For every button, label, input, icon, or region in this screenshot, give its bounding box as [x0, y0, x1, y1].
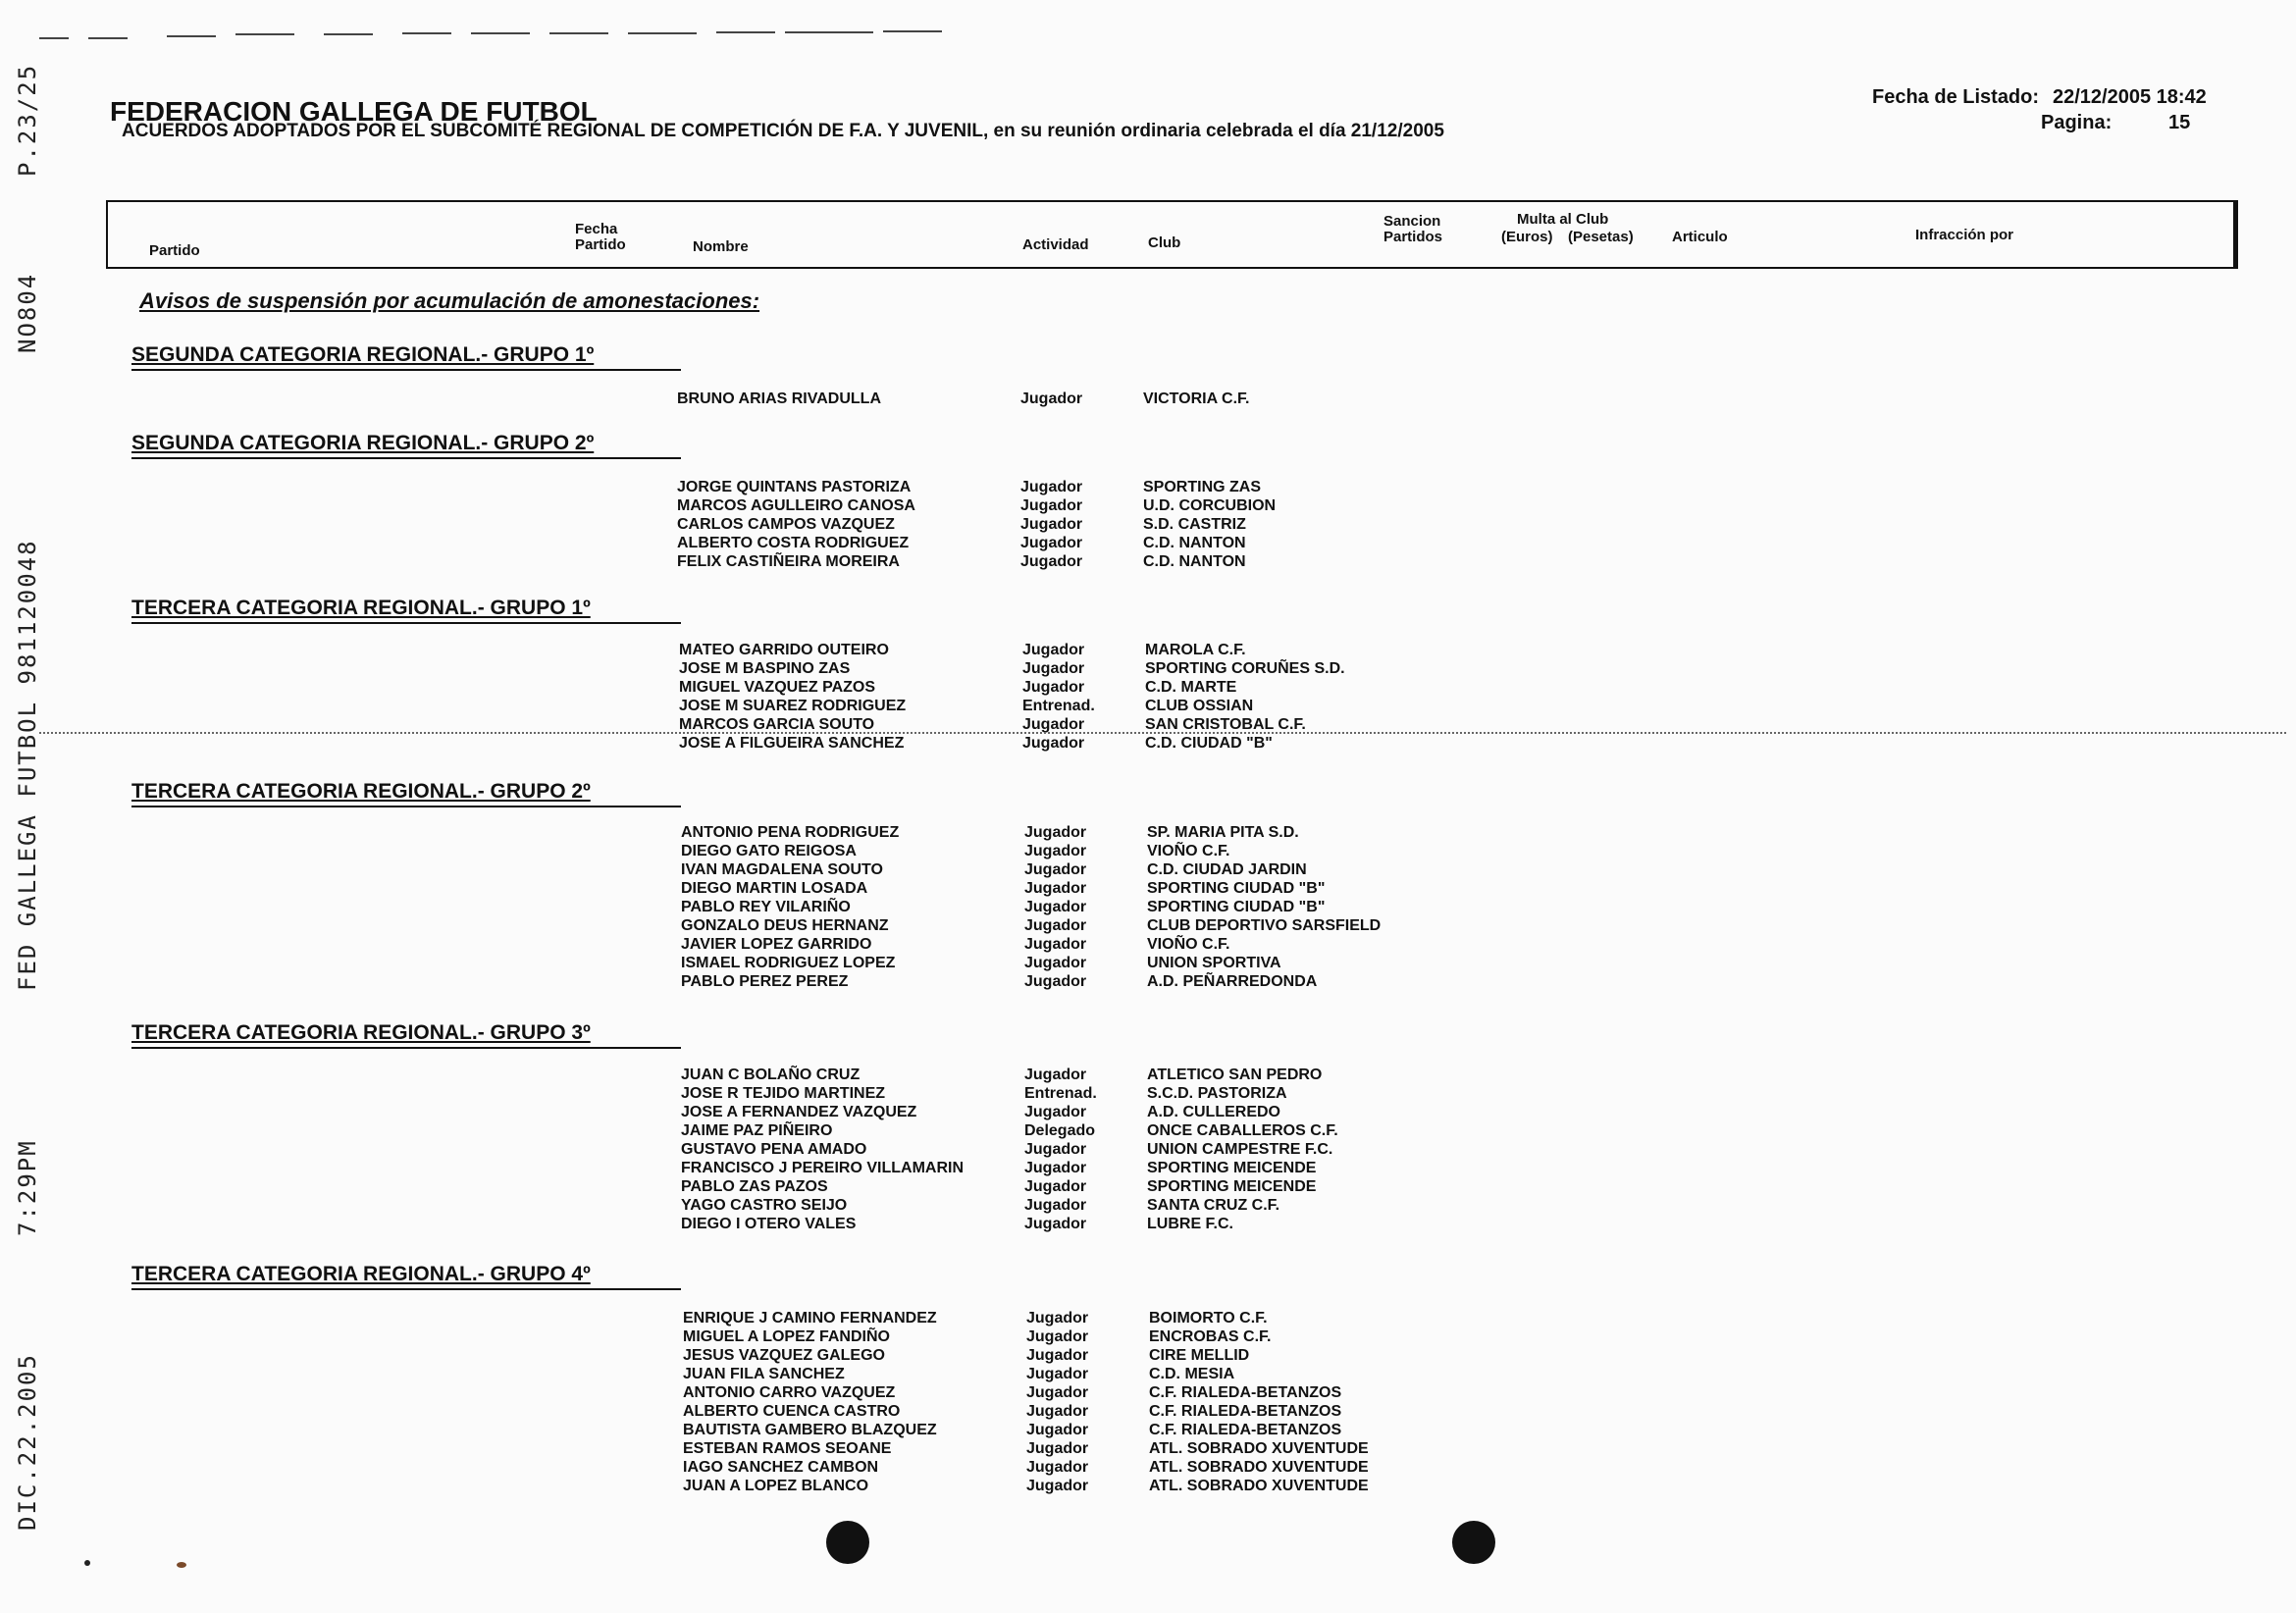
player-name: JORGE QUINTANS PASTORIZA	[677, 479, 912, 495]
scan-speck	[84, 1560, 90, 1566]
group-title-text: TERCERA CATEGORIA REGIONAL.- GRUPO 2º	[131, 780, 591, 803]
club-name: C.D. CIUDAD JARDIN	[1147, 861, 1307, 878]
player-name: JOSE A FILGUEIRA SANCHEZ	[679, 735, 905, 752]
club-name: CIRE MELLID	[1149, 1347, 1250, 1364]
activity: Jugador	[1024, 1178, 1087, 1195]
player-name: BRUNO ARIAS RIVADULLA	[677, 390, 881, 407]
player-name: JOSE R TEJIDO MARTINEZ	[681, 1085, 886, 1102]
club-name: CLUB DEPORTIVO SARSFIELD	[1147, 917, 1382, 934]
activity: Jugador	[1022, 679, 1085, 696]
activity: Entrenad.	[1022, 698, 1095, 714]
club-name: ATL. SOBRADO XUVENTUDE	[1149, 1440, 1369, 1457]
club-name: BOIMORTO C.F.	[1149, 1310, 1268, 1327]
club-name: UNION SPORTIVA	[1147, 955, 1281, 971]
club-name: SPORTING ZAS	[1143, 479, 1262, 495]
activity: Jugador	[1024, 824, 1087, 841]
activity: Jugador	[1020, 497, 1083, 514]
col-infraccion: Infracción por	[1915, 227, 2014, 243]
club-name: VIOÑO C.F.	[1147, 936, 1230, 953]
activity: Jugador	[1026, 1459, 1089, 1476]
player-name: ANTONIO CARRO VAZQUEZ	[683, 1384, 896, 1401]
activity: Delegado	[1024, 1122, 1096, 1139]
group-title	[131, 1021, 681, 1049]
club-name: MAROLA C.F.	[1145, 642, 1246, 658]
player-name: BAUTISTA GAMBERO BLAZQUEZ	[683, 1422, 937, 1438]
activity: Jugador	[1024, 1197, 1087, 1214]
player-name: MARCOS AGULLEIRO CANOSA	[677, 497, 915, 514]
group-title	[131, 597, 681, 624]
player-name: MARCOS GARCIA SOUTO	[679, 716, 875, 733]
player-name: PABLO PEREZ PEREZ	[681, 973, 849, 990]
player-name: JOSE M BASPINO ZAS	[679, 660, 851, 677]
activity: Jugador	[1024, 861, 1087, 878]
club-name: ATL. SOBRADO XUVENTUDE	[1149, 1459, 1369, 1476]
listing-date-value: 22/12/2005 18:42	[2053, 86, 2207, 108]
player-name: FRANCISCO J PEREIRO VILLAMARIN	[681, 1160, 965, 1176]
player-name: DIEGO I OTERO VALES	[681, 1216, 857, 1232]
activity: Jugador	[1024, 973, 1087, 990]
activity: Jugador	[1024, 917, 1087, 934]
group-title	[131, 343, 681, 371]
activity: Jugador	[1026, 1347, 1089, 1364]
page-label: Pagina:	[2041, 112, 2113, 133]
group-title	[131, 432, 681, 459]
player-name: YAGO CASTRO SEIJO	[681, 1197, 848, 1214]
club-name: ATL. SOBRADO XUVENTUDE	[1149, 1478, 1369, 1494]
fax-page: P.23/25	[14, 63, 41, 177]
club-name: SPORTING CIUDAD "B"	[1147, 880, 1326, 897]
column-header-box	[106, 200, 2238, 269]
scan-speck	[177, 1562, 186, 1568]
player-name: JUAN FILA SANCHEZ	[683, 1366, 845, 1382]
player-name: ISMAEL RODRIGUEZ LOPEZ	[681, 955, 896, 971]
club-name: VIOÑO C.F.	[1147, 843, 1230, 859]
player-name: FELIX CASTIÑEIRA MOREIRA	[677, 553, 900, 570]
activity: Jugador	[1022, 716, 1085, 733]
club-name: SPORTING CIUDAD "B"	[1147, 899, 1326, 915]
club-name: C.D. NANTON	[1143, 553, 1246, 570]
group-title-text: TERCERA CATEGORIA REGIONAL.- GRUPO 1º	[131, 597, 591, 619]
club-name: SP. MARIA PITA S.D.	[1147, 824, 1299, 841]
club-name: C.F. RIALEDA-BETANZOS	[1149, 1384, 1342, 1401]
player-name: JOSE A FERNANDEZ VAZQUEZ	[681, 1104, 917, 1120]
group-title-text: TERCERA CATEGORIA REGIONAL.- GRUPO 3º	[131, 1021, 591, 1044]
group-title	[131, 780, 681, 807]
club-name: CLUB OSSIAN	[1145, 698, 1254, 714]
club-name: SPORTING MEICENDE	[1147, 1160, 1317, 1176]
group-title-text: TERCERA CATEGORIA REGIONAL.- GRUPO 4º	[131, 1263, 591, 1285]
fax-time: 7:29PM	[14, 1139, 41, 1236]
club-name: C.F. RIALEDA-BETANZOS	[1149, 1422, 1342, 1438]
listing-date-label: Fecha de Listado:	[1872, 86, 2040, 108]
player-name: JAVIER LOPEZ GARRIDO	[681, 936, 872, 953]
club-name: C.D. NANTON	[1143, 535, 1246, 551]
activity: Jugador	[1026, 1310, 1089, 1327]
activity: Jugador	[1024, 955, 1087, 971]
page-number: 15	[2168, 112, 2191, 133]
player-name: ALBERTO COSTA RODRIGUEZ	[677, 535, 910, 551]
document-subtitle: ACUERDOS ADOPTADOS POR EL SUBCOMITÉ REGIONAL DE COMPETICIÓN DE F.A. Y JUVENIL, en su reunión ordinaria celebrada el día 21/12/2005	[122, 121, 1444, 141]
player-name: ENRIQUE J CAMINO FERNANDEZ	[683, 1310, 937, 1327]
activity: Jugador	[1022, 735, 1085, 752]
col-partido: Partido	[149, 242, 200, 259]
col-actividad: Actividad	[1022, 236, 1089, 253]
club-name: C.D. CIUDAD "B"	[1145, 735, 1273, 752]
club-name: SPORTING MEICENDE	[1147, 1178, 1317, 1195]
col-pesetas: (Pesetas)	[1568, 229, 1634, 245]
player-name: IAGO SANCHEZ CAMBON	[683, 1459, 879, 1476]
player-name: DIEGO GATO REIGOSA	[681, 843, 857, 859]
activity: Jugador	[1024, 1067, 1087, 1083]
club-name: UNION CAMPESTRE F.C.	[1147, 1141, 1333, 1158]
activity: Jugador	[1024, 1141, 1087, 1158]
club-name: SAN CRISTOBAL C.F.	[1145, 716, 1306, 733]
player-name: JESUS VAZQUEZ GALEGO	[683, 1347, 885, 1364]
activity: Jugador	[1020, 553, 1083, 570]
player-name: MIGUEL A LOPEZ FANDIÑO	[683, 1328, 890, 1345]
club-name: C.D. MESIA	[1149, 1366, 1235, 1382]
player-name: GONZALO DEUS HERNANZ	[681, 917, 889, 934]
player-name: DIEGO MARTIN LOSADA	[681, 880, 868, 897]
activity: Jugador	[1022, 642, 1085, 658]
club-name: C.D. MARTE	[1145, 679, 1237, 696]
activity: Jugador	[1024, 1160, 1087, 1176]
club-name: SPORTING CORUÑES S.D.	[1145, 660, 1345, 677]
player-name: JAIME PAZ PIÑEIRO	[681, 1122, 833, 1139]
club-name: VICTORIA C.F.	[1143, 390, 1250, 407]
activity: Jugador	[1026, 1384, 1089, 1401]
player-name: ANTONIO PENA RODRIGUEZ	[681, 824, 900, 841]
activity: Entrenad.	[1024, 1085, 1097, 1102]
activity: Jugador	[1020, 479, 1083, 495]
activity: Jugador	[1024, 1104, 1087, 1120]
col-articulo: Articulo	[1672, 229, 1728, 245]
player-name: JOSE M SUAREZ RODRIGUEZ	[679, 698, 907, 714]
player-name: PABLO REY VILARIÑO	[681, 899, 851, 915]
col-euros: (Euros)	[1501, 229, 1553, 245]
activity: Jugador	[1024, 899, 1087, 915]
group-title-text: SEGUNDA CATEGORIA REGIONAL.- GRUPO 1º	[131, 343, 595, 366]
activity: Jugador	[1026, 1422, 1089, 1438]
activity: Jugador	[1022, 660, 1085, 677]
punch-hole	[826, 1521, 869, 1564]
club-name: A.D. CULLEREDO	[1147, 1104, 1280, 1120]
player-name: JUAN A LOPEZ BLANCO	[683, 1478, 869, 1494]
activity: Jugador	[1024, 843, 1087, 859]
club-name: ATLETICO SAN PEDRO	[1147, 1067, 1323, 1083]
scan-artifact-line	[39, 732, 2286, 734]
activity: Jugador	[1020, 516, 1083, 533]
activity: Jugador	[1026, 1403, 1089, 1420]
club-name: U.D. CORCUBION	[1143, 497, 1277, 514]
fax-transmission-header	[14, 63, 41, 1531]
player-name: GUSTAVO PENA AMADO	[681, 1141, 867, 1158]
player-name: CARLOS CAMPOS VAZQUEZ	[677, 516, 895, 533]
player-name: ESTEBAN RAMOS SEOANE	[683, 1440, 892, 1457]
activity: Jugador	[1026, 1478, 1089, 1494]
player-name: MATEO GARRIDO OUTEIRO	[679, 642, 889, 658]
fax-sender: FED GALLEGA FUTBOL 981120048	[14, 539, 41, 991]
punch-hole	[1452, 1521, 1495, 1564]
org-title: FEDERACION GALLEGA DE FUTBOL	[110, 96, 598, 127]
club-name: LUBRE F.C.	[1147, 1216, 1233, 1232]
group-title-text: SEGUNDA CATEGORIA REGIONAL.- GRUPO 2º	[131, 432, 595, 454]
col-sancion: Sancion Partidos	[1383, 213, 1443, 245]
group-title	[131, 1263, 681, 1290]
club-name: S.C.D. PASTORIZA	[1147, 1085, 1287, 1102]
activity: Jugador	[1020, 535, 1083, 551]
club-name: C.F. RIALEDA-BETANZOS	[1149, 1403, 1342, 1420]
player-name: ALBERTO CUENCA CASTRO	[683, 1403, 901, 1420]
player-name: JUAN C BOLAÑO CRUZ	[681, 1067, 861, 1083]
club-name: SANTA CRUZ C.F.	[1147, 1197, 1280, 1214]
section-title: Avisos de suspensión por acumulación de amonestaciones:	[139, 288, 760, 313]
col-nombre: Nombre	[693, 238, 749, 255]
activity: Jugador	[1026, 1328, 1089, 1345]
club-name: ONCE CABALLEROS C.F.	[1147, 1122, 1338, 1139]
col-multa: Multa al Club	[1517, 211, 1609, 228]
activity: Jugador	[1024, 1216, 1087, 1232]
activity: Jugador	[1020, 390, 1083, 407]
col-club: Club	[1148, 234, 1181, 251]
fax-date: DIC.22.2005	[14, 1353, 41, 1531]
player-name: IVAN MAGDALENA SOUTO	[681, 861, 883, 878]
club-name: ENCROBAS C.F.	[1149, 1328, 1272, 1345]
player-name: MIGUEL VAZQUEZ PAZOS	[679, 679, 876, 696]
player-name: PABLO ZAS PAZOS	[681, 1178, 828, 1195]
club-name: A.D. PEÑARREDONDA	[1147, 973, 1318, 990]
fax-number: NO804	[14, 272, 41, 353]
activity: Jugador	[1026, 1366, 1089, 1382]
col-fecha-partido: Fecha Partido	[575, 221, 626, 253]
club-name: S.D. CASTRIZ	[1143, 516, 1246, 533]
activity: Jugador	[1026, 1440, 1089, 1457]
activity: Jugador	[1024, 880, 1087, 897]
activity: Jugador	[1024, 936, 1087, 953]
